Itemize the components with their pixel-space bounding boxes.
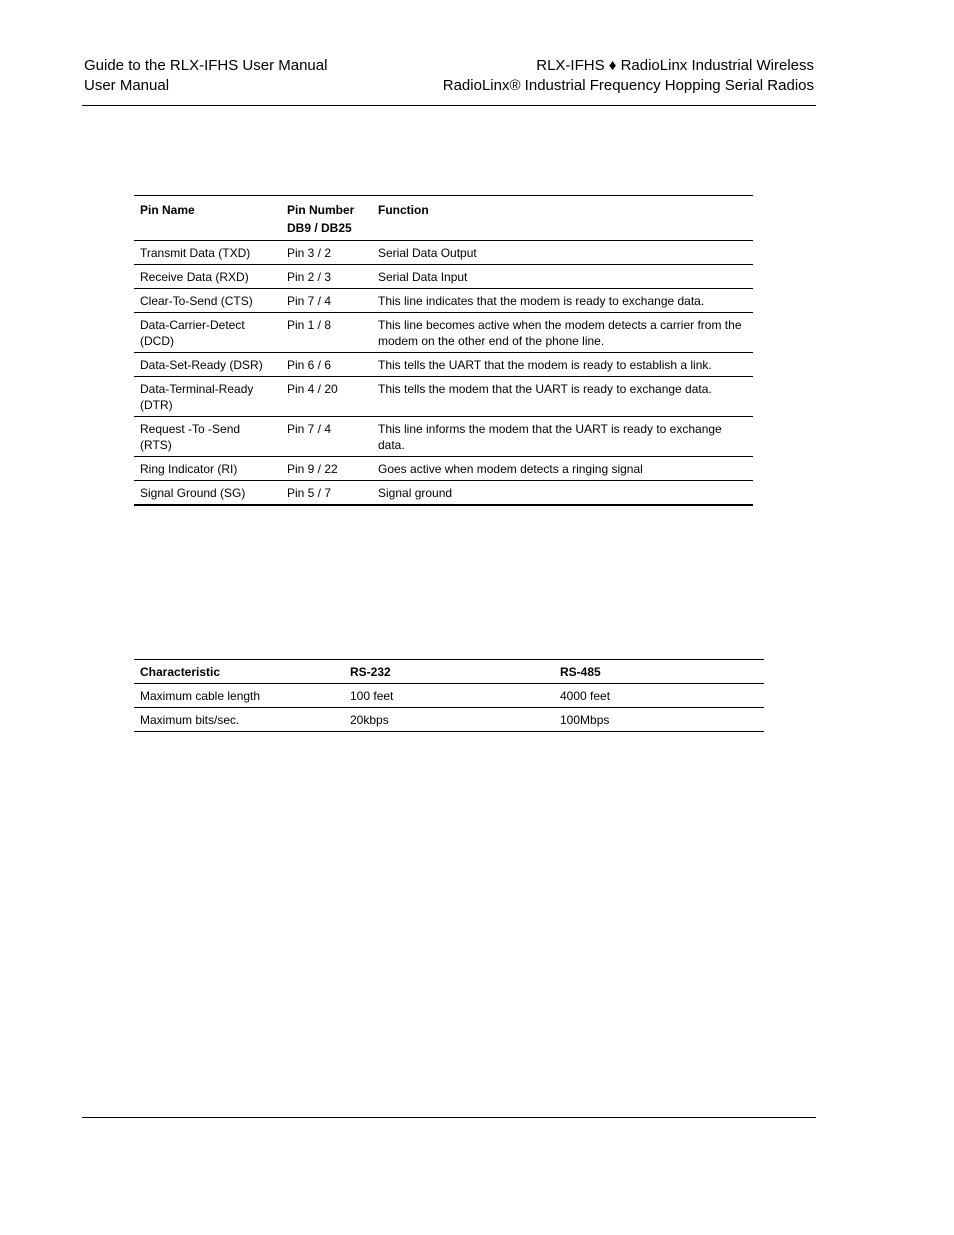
pin-number-cell: Pin 4 / 20 [281, 377, 372, 417]
rs232-value-cell: 100 feet [344, 684, 554, 708]
pin-number-cell: Pin 7 / 4 [281, 417, 372, 457]
table-row [134, 377, 753, 417]
column-header-rs485: RS-485 [554, 660, 764, 684]
rs232-value-cell: 20kbps [344, 708, 554, 732]
column-header-pin-number [281, 196, 372, 241]
table-row [134, 265, 753, 289]
pin-function-cell: This line becomes active when the modem detects a carrier from the modem on the other end of the phone line. [372, 313, 753, 353]
pin-number-cell: Pin 1 / 8 [281, 313, 372, 353]
table-row [134, 313, 753, 353]
column-header-function: Function [372, 196, 753, 241]
pin-number-cell: Pin 3 / 2 [281, 241, 372, 265]
table-row [134, 353, 753, 377]
header-product-line: RLX-IFHS ♦ RadioLinx Industrial Wireless [536, 57, 814, 74]
table-row [134, 481, 753, 506]
pin-function-cell: Signal ground [372, 481, 753, 506]
pin-number-cell: Pin 5 / 7 [281, 481, 372, 506]
rs485-value-cell: 100Mbps [554, 708, 764, 732]
pin-name-cell: Data-Carrier-Detect (DCD) [134, 313, 281, 353]
table-header-row [134, 196, 753, 241]
pin-name-cell: Data-Set-Ready (DSR) [134, 353, 281, 377]
table-row [134, 417, 753, 457]
header-product-description: RadioLinx® Industrial Frequency Hopping Serial Radios [442, 77, 814, 94]
pin-function-cell: Serial Data Input [372, 265, 753, 289]
header-manual-title: Guide to the RLX-IFHS User Manual [84, 57, 328, 74]
pin-name-cell: Data-Terminal-Ready (DTR) [134, 377, 281, 417]
pin-number-cell: Pin 2 / 3 [281, 265, 372, 289]
pin-name-cell: Request -To -Send (RTS) [134, 417, 281, 457]
pin-number-cell: Pin 7 / 4 [281, 289, 372, 313]
pin-function-cell: This line indicates that the modem is ready to exchange data. [372, 289, 753, 313]
page-header-right [443, 56, 814, 96]
pin-function-cell: This line informs the modem that the UART is ready to exchange data. [372, 417, 753, 457]
column-header-pin-number-line1: Pin Number [287, 203, 355, 217]
pin-name-cell: Ring Indicator (RI) [134, 457, 281, 481]
characteristic-cell: Maximum cable length [134, 684, 344, 708]
pin-name-cell: Signal Ground (SG) [134, 481, 281, 506]
column-header-rs232: RS-232 [344, 660, 554, 684]
pin-number-cell: Pin 9 / 22 [281, 457, 372, 481]
rs232-rs485-comparison-table [134, 659, 764, 732]
table-row [134, 457, 753, 481]
pin-function-cell: Serial Data Output [372, 241, 753, 265]
table-row [134, 684, 764, 708]
header-manual-type: User Manual [84, 77, 170, 94]
table-header-row [134, 660, 764, 684]
pin-name-cell: Transmit Data (TXD) [134, 241, 281, 265]
pin-number-cell: Pin 6 / 6 [281, 353, 372, 377]
page-header-left [84, 56, 327, 96]
pin-assignment-table [134, 195, 753, 506]
footer-divider [82, 1117, 816, 1118]
pin-function-cell: Goes active when modem detects a ringing signal [372, 457, 753, 481]
characteristic-cell: Maximum bits/sec. [134, 708, 344, 732]
table-row [134, 708, 764, 732]
table-row [134, 289, 753, 313]
pin-function-cell: This tells the modem that the UART is ready to exchange data. [372, 377, 753, 417]
pin-name-cell: Receive Data (RXD) [134, 265, 281, 289]
header-divider [82, 105, 816, 106]
column-header-pin-name: Pin Name [134, 196, 281, 241]
pin-function-cell: This tells the UART that the modem is ready to establish a link. [372, 353, 753, 377]
table-row [134, 241, 753, 265]
column-header-characteristic: Characteristic [134, 660, 344, 684]
pin-name-cell: Clear-To-Send (CTS) [134, 289, 281, 313]
column-header-pin-number-line2: DB9 / DB25 [287, 221, 352, 235]
rs485-value-cell: 4000 feet [554, 684, 764, 708]
